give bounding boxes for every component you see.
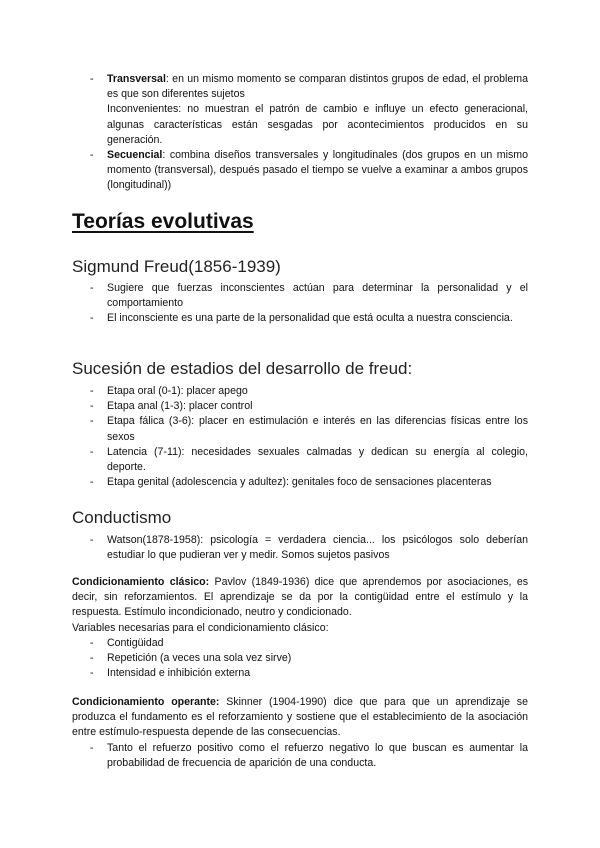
list-item: - Tanto el refuerzo positivo como el refuerzo negativo lo que buscan es aumentar la probabilidad de frecuencia de aparición de una conducta. <box>72 741 528 771</box>
list-item: - Etapa oral (0-1): placer apego <box>72 384 528 399</box>
freud-section <box>72 256 528 278</box>
list-item: - Sugiere que fuerzas inconscientes actúan para determinar la personalidad y el comportamiento <box>72 281 528 311</box>
list-item: - El inconsciente es una parte de la personalidad que está oculta a nuestra consciencia. <box>72 311 528 326</box>
term-secuencial: Secuencial <box>107 149 163 162</box>
clasico-paragraph <box>72 575 528 621</box>
freud-list <box>72 281 528 327</box>
list-item: - Repetición (a veces una sola vez sirve) <box>72 651 528 666</box>
estadios-heading: Sucesión de estadios del desarrollo de freud: <box>72 359 413 378</box>
list-item-transversal <box>72 72 528 148</box>
clasico-section <box>72 575 528 681</box>
list-item: - Etapa genital (adolescencia y adultez): genitales foco de sensaciones placenteras <box>72 475 528 490</box>
inconvenientes-text: Inconvenientes: no muestran el patrón de cambio e influye un efecto generacional, algunas características están sesgadas por acontecimientos producidos en su generación. <box>107 103 528 146</box>
page-title: Teorías evolutivas <box>72 210 254 233</box>
variables-list <box>72 636 528 682</box>
list-item: - Latencia (7-11): necesidades sexuales calmadas y dedican su energía al colegio, deporte. <box>72 445 528 475</box>
operante-paragraph <box>72 695 528 741</box>
variables-label: Variables necesarias para el condicionamiento clásico: <box>72 621 329 634</box>
operante-list <box>72 741 528 771</box>
title-block <box>72 209 528 235</box>
term-transversal: Transversal <box>107 73 166 85</box>
list-item: - Intensidad e inhibición externa <box>72 666 528 681</box>
conductismo-heading: Conductismo <box>72 508 172 527</box>
freud-heading: Sigmund Freud(1856-1939) <box>72 257 281 276</box>
intro-list <box>72 72 528 194</box>
estadios-section <box>72 358 528 380</box>
operante-term: Condicionamiento operante: <box>72 696 220 708</box>
clasico-term: Condicionamiento clásico: <box>72 576 210 588</box>
conductismo-list <box>72 533 528 563</box>
clasico-text: Pavlov (1849-1936) dice que aprendemos por asociaciones, es decir, sin reforzamientos. El aprendizaje se da por la contigüidad entre el estímulo y la respuesta. Estímulo incondicionado, neutro y condicionado. <box>72 576 529 619</box>
operante-text: Skinner (1904-1990) dice que para que un aprendizaje se produzca el fundamento es el reforzamiento y sostiene que el establecimiento de la asociación entre estímulo-respuesta depende de las consecuencias. <box>72 696 528 739</box>
estadios-list <box>72 384 528 490</box>
conductismo-section <box>72 507 528 529</box>
operante-section <box>72 695 528 771</box>
list-item: - Watson(1878-1958): psicología = verdadera ciencia... los psicólogos solo deberían estudiar lo que pudieran ver y medir. Somos sujetos pasivos <box>72 533 528 563</box>
list-item: - Etapa fálica (3-6): placer en estimulación e interés en las diferencias físicas entre los sexos <box>72 414 528 444</box>
list-item-secuencial <box>72 148 528 194</box>
list-item: - Etapa anal (1-3): placer control <box>72 399 528 414</box>
secuencial-text: : combina diseños transversales y longitudinales (dos grupos en un mismo momento (transversal), después pasado el tiempo se vuelve a examinar a ambos grupos (longitudinal)) <box>107 149 528 192</box>
transversal-text: : en un mismo momento se comparan distintos grupos de edad, el problema es que son diferentes sujetos <box>107 73 528 101</box>
list-item: - Contigüidad <box>72 636 528 651</box>
